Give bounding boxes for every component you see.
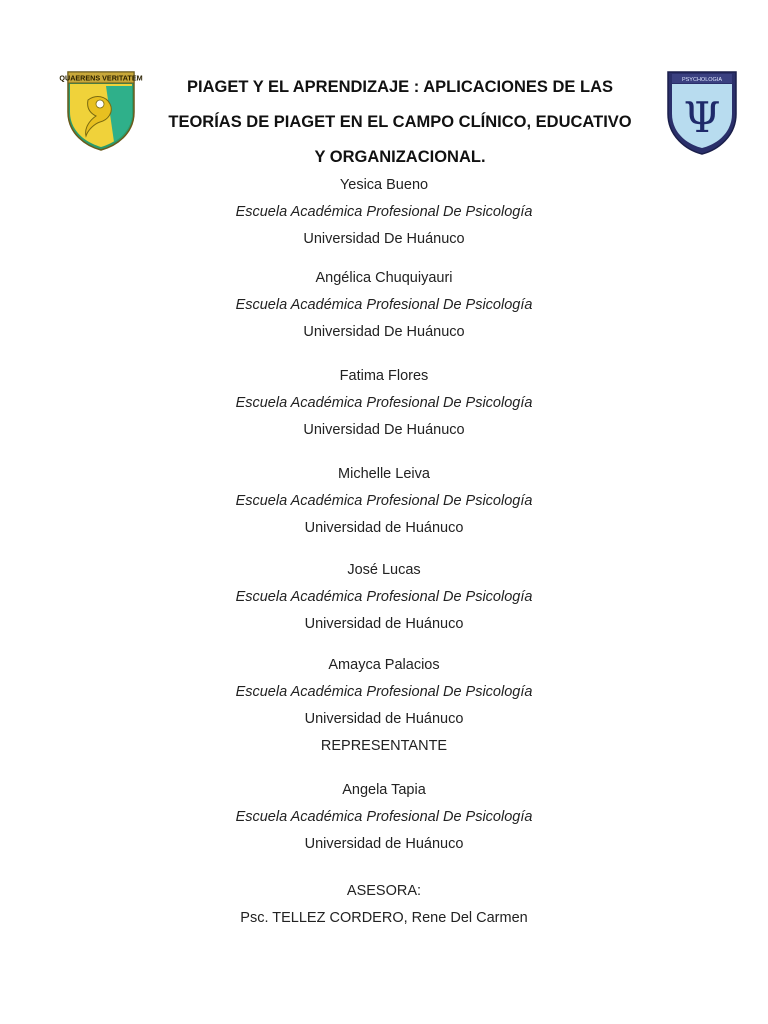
title-line-2: TEORÍAS DE PIAGET EN EL CAMPO CLÍNICO, EDUCATIVO (168, 113, 632, 131)
author-school: Escuela Académica Profesional De Psicología (235, 684, 533, 700)
author-school: Escuela Académica Profesional De Psicología (235, 204, 533, 220)
author-name: Yesica Bueno (339, 177, 429, 193)
author-name: Angela Tapia (342, 782, 426, 798)
author-university: Universidad De Huánuco (303, 231, 465, 247)
author-school: Escuela Académica Profesional De Psicología (235, 589, 533, 605)
advisor-name: Psc. TELLEZ CORDERO, Rene Del Carmen (240, 910, 528, 926)
author-name: Michelle Leiva (338, 466, 430, 482)
author-university: Universidad de Huánuco (304, 711, 464, 727)
author-name: Fatima Flores (339, 368, 429, 384)
author-university: Universidad De Huánuco (303, 422, 465, 438)
author-school: Escuela Académica Profesional De Psicología (235, 493, 533, 509)
psi-symbol-icon: Ψ (683, 93, 721, 142)
psychology-school-logo (666, 70, 738, 156)
document-title (145, 70, 655, 175)
author-university: Universidad De Huánuco (303, 324, 465, 340)
title-line-1: PIAGET Y EL APRENDIZAJE : APLICACIONES DE LAS (186, 78, 613, 96)
author-name: Amayca Palacios (328, 657, 440, 673)
logo-motto: PSYCHOLOGIA (681, 77, 723, 83)
crest-motto: QUAERENS VERITATEM (59, 73, 143, 83)
author-school: Escuela Académica Profesional De Psicología (235, 297, 533, 313)
author-university: Universidad de Huánuco (304, 520, 464, 536)
university-crest-logo (59, 70, 143, 152)
author-role: REPRESENTANTE (320, 738, 448, 754)
author-name: José Lucas (347, 562, 421, 578)
author-name: Angélica Chuquiyauri (315, 270, 453, 286)
title-line-3: Y ORGANIZACIONAL. (314, 148, 486, 166)
author-university: Universidad de Huánuco (304, 836, 464, 852)
author-university: Universidad de Huánuco (304, 616, 464, 632)
author-school: Escuela Académica Profesional De Psicología (235, 395, 533, 411)
author-school: Escuela Académica Profesional De Psicología (235, 809, 533, 825)
advisor-label: ASESORA: (346, 883, 422, 899)
